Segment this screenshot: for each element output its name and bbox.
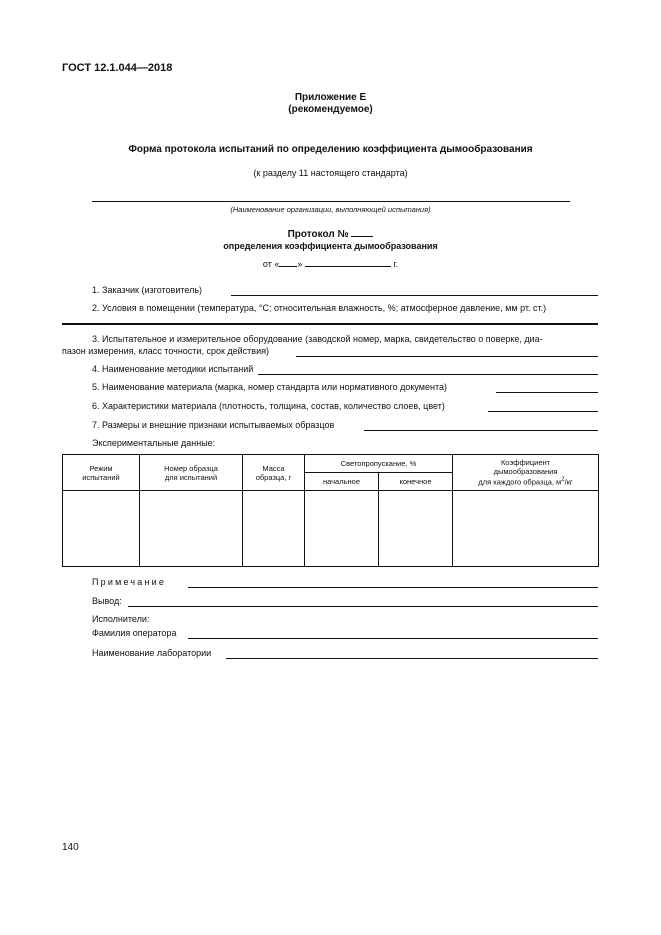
header-mode: Режим испытаний <box>63 455 140 491</box>
form-reference: (к разделу 11 настоящего стандарта) <box>253 168 408 178</box>
table-cell[interactable] <box>453 491 599 567</box>
protocol-number-label: Протокол № <box>287 229 349 240</box>
customer-line <box>231 295 598 296</box>
header-coefficient: Коэффициент дымообразования для каждого образца, $м^2/кг$ <box>453 455 599 491</box>
operator-line <box>188 638 598 639</box>
equipment-label-2: пазон измерения, класс точности, срок действия) <box>62 346 269 356</box>
material-props-label: 6. Характеристики материала (плотность, толщина, состав, количество слоев, цвет) <box>92 401 445 411</box>
appendix-title: Приложение Е <box>294 92 367 103</box>
lab-label: Наименование лаборатории <box>92 648 212 658</box>
table-cell[interactable] <box>63 491 140 567</box>
date-day-blank <box>279 266 297 267</box>
form-title: Форма протокола испытаний по определению коэффициента дымообразования <box>128 144 533 155</box>
conditions-line <box>62 323 598 325</box>
material-name-line <box>496 392 598 393</box>
table-cell[interactable] <box>379 491 453 567</box>
table-cell[interactable] <box>305 491 379 567</box>
method-line <box>258 374 598 375</box>
sample-size-label: 7. Размеры и внешние признаки испытываемых образцов <box>92 420 335 430</box>
header-final: конечное <box>379 473 453 491</box>
organization-line <box>92 201 570 202</box>
conditions-label: 2. Условия в помещении (температура, °С; относительная влажность, %; атмосферное давление, мм рт. ст.) <box>92 303 547 313</box>
customer-label: 1. Заказчик (изготовитель) <box>92 285 203 295</box>
protocol-title <box>0 229 661 240</box>
material-props-line <box>488 411 598 412</box>
method-label: 4. Наименование методики испытаний <box>92 364 254 374</box>
page-number: 140 <box>62 842 79 853</box>
header-sample-number: Номер образца для испытаний <box>140 455 243 491</box>
protocol-subtitle: определения коэффициента дымообразования <box>223 241 438 251</box>
equipment-line <box>296 356 598 357</box>
table-cell[interactable] <box>243 491 305 567</box>
table-cell[interactable] <box>140 491 243 567</box>
operator-label: Фамилия оператора <box>92 628 177 638</box>
material-name-label: 5. Наименование материала (марка, номер стандарта или нормативного документа) <box>92 382 447 392</box>
note-line <box>188 587 598 588</box>
experimental-data-label: Экспериментальные данные: <box>92 438 216 448</box>
conclusion-label: Вывод: <box>92 596 122 606</box>
organization-caption: (Наименование организации, выполняющей испытания) <box>230 205 431 214</box>
protocol-date <box>0 259 661 269</box>
date-month-blank <box>305 266 391 267</box>
note-label: Примечание <box>92 577 167 587</box>
appendix-status: (рекомендуемое) <box>288 104 373 115</box>
performers-label: Исполнители: <box>92 614 150 624</box>
experimental-data-table <box>62 454 599 567</box>
header-mass: Масса образца, г <box>243 455 305 491</box>
date-mid: » <box>297 259 303 269</box>
standard-designation: ГОСТ 12.1.044—2018 <box>62 62 173 74</box>
sample-size-line <box>364 430 598 431</box>
conclusion-line <box>128 606 598 607</box>
table-row <box>63 491 599 567</box>
header-initial: начальное <box>305 473 379 491</box>
date-suffix: г. <box>393 259 399 269</box>
lab-line <box>226 658 598 659</box>
header-transmission: Светопропускание, % <box>305 455 453 473</box>
date-prefix: от « <box>262 259 280 269</box>
protocol-number-blank <box>351 236 373 237</box>
equipment-label-1: 3. Испытательное и измерительное оборудование (заводской номер, марка, свидетельство о поверке, диа- <box>92 334 543 344</box>
